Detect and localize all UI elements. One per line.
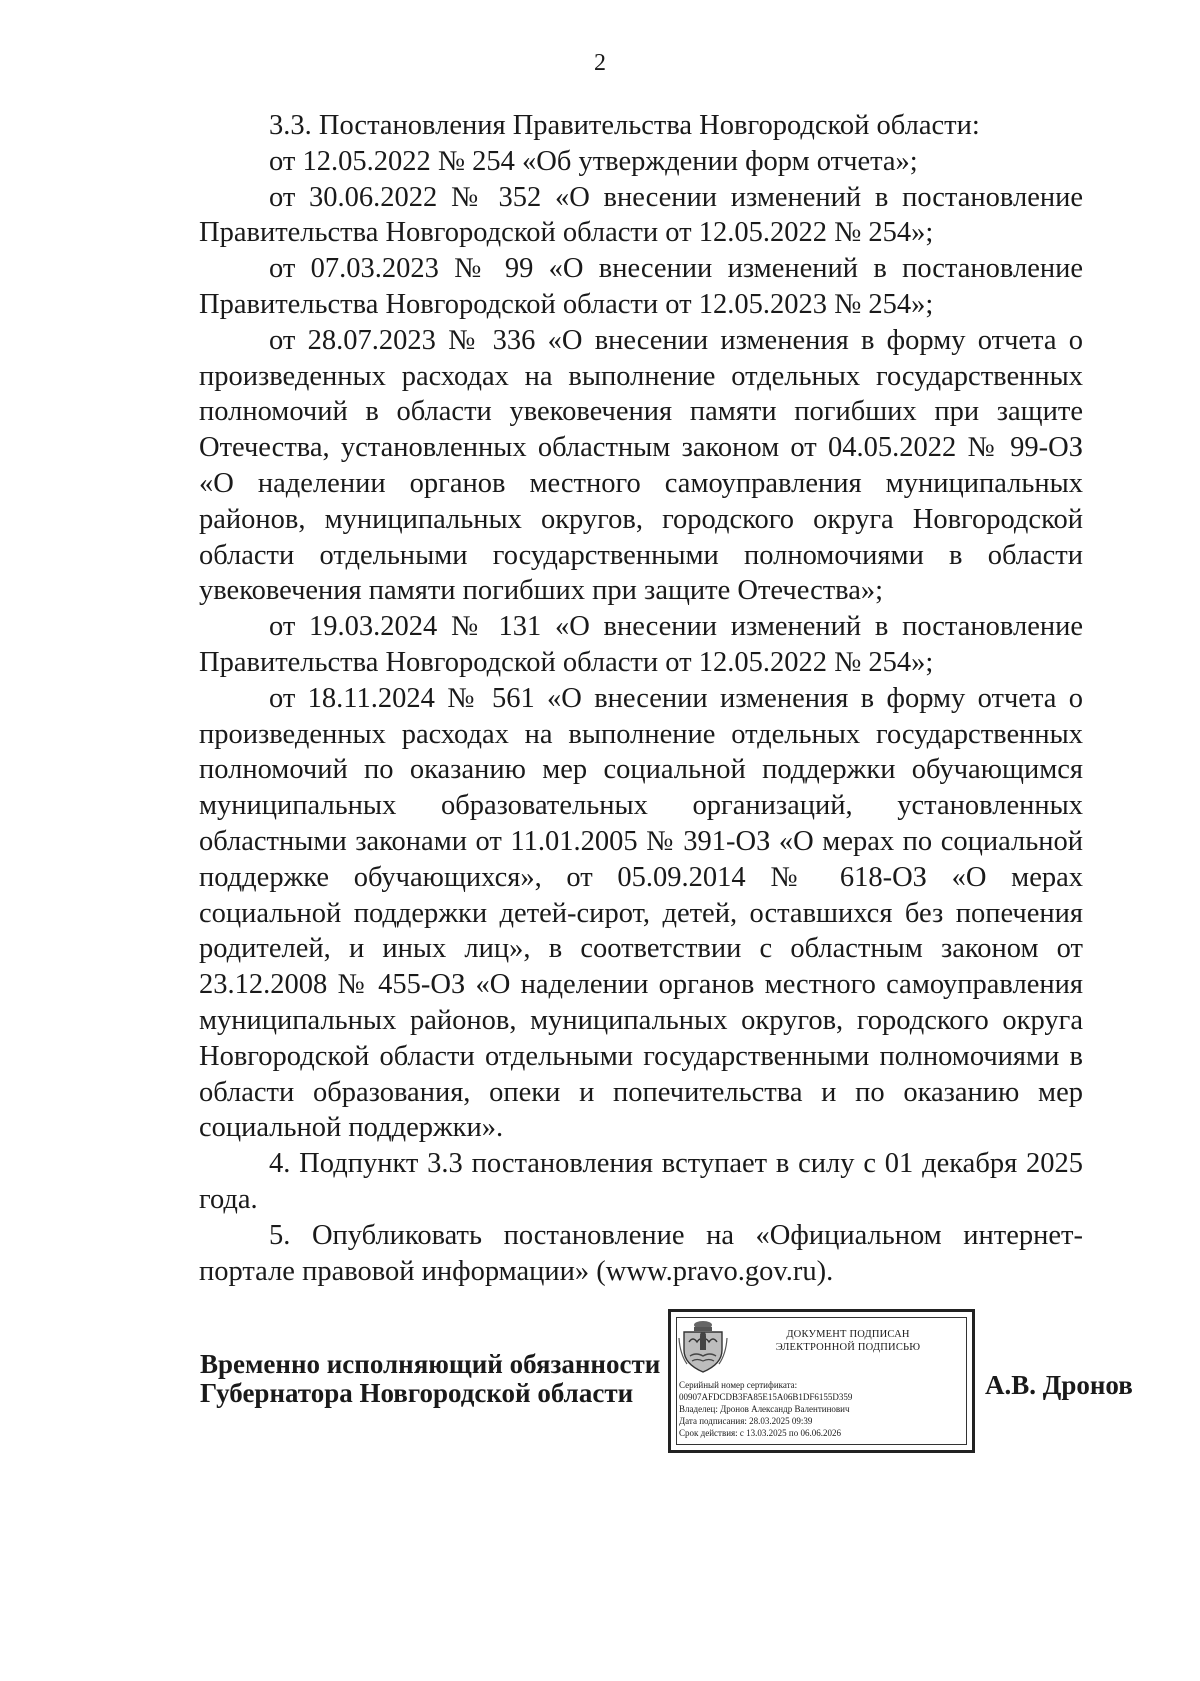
paragraph-3-3-heading: 3.3. Постановления Правительства Новгородской области: xyxy=(269,110,980,141)
signatory-title xyxy=(200,1350,660,1408)
paragraph-resolution-131: от 19.03.2024 № 131 «О внесении изменений в постановление Правительства Новгородской области от 12.05.2022 № 254»; xyxy=(199,611,1083,678)
paragraph-item-4: 4. Подпункт 3.3 постановления вступает в силу с 01 декабря 2025 года. xyxy=(199,1148,1083,1215)
stamp-serial-label: Серийный номер сертификата: xyxy=(679,1380,798,1390)
document-body xyxy=(199,108,1083,1289)
electronic-signature-stamp xyxy=(668,1309,975,1453)
page-number: 2 xyxy=(594,50,606,76)
stamp-owner: Владелец: Дронов Александр Валентинович xyxy=(679,1404,850,1414)
paragraph-resolution-254: от 12.05.2022 № 254 «Об утверждении форм отчета»; xyxy=(269,145,918,177)
stamp-details xyxy=(679,1379,966,1439)
paragraph-resolution-336: от 28.07.2023 № 336 «О внесении изменения в форму отчета о произведенных расходах на выполнение отдельных государственных полномочий в области увековечения памяти погибших при защите Отечества, установленных областным законом от 04.05.2022 № 99-ОЗ «О наделении органов местного самоуправления муниципальных районов, муниципальных округов, городского округа Новгородской области отдельными государственными полномочиями в области увековечения памяти погибших при защите Отечества»; xyxy=(199,324,1083,607)
stamp-signed-date: Дата подписания: 28.03.2025 09:39 xyxy=(679,1416,813,1426)
stamp-heading-line2: ЭЛЕКТРОННОЙ ПОДПИСЬЮ xyxy=(775,1342,921,1353)
signatory-title-line2: Губернатора Новгородской области xyxy=(200,1378,634,1408)
paragraph-resolution-561: от 18.11.2024 № 561 «О внесении изменения в форму отчета о произведенных расходах на выполнение отдельных государственных полномочий по оказанию мер социальной поддержки обучающимся муниципальных образовательных организаций, установленных областными законами от 11.01.2005 № 391-ОЗ «О мерах по социальной поддержке обучающихся», от 05.09.2014 № 618-ОЗ «О мерах социальной поддержки детей-сирот, детей, оставшихся без попечения родителей, и иных лиц», в соответствии с областным законом от 23.12.2008 № 455-ОЗ «О наделении органов местного самоуправления муниципальных районов, муниципальных округов, городского округа Новгородской области отдельными государственными полномочиями в области образования, опеки и попечительства и по оказанию мер социальной поддержки». xyxy=(199,682,1083,1144)
signatory-name: А.В. Дронов xyxy=(985,1370,1133,1400)
paragraph-resolution-99: от 07.03.2023 № 99 «О внесении изменений в постановление Правительства Новгородской области от 12.05.2023 № 254»; xyxy=(199,253,1083,320)
stamp-serial-value: 00907AFDCDB3FA85E15A06B1DF6155D359 xyxy=(679,1392,853,1402)
stamp-heading xyxy=(733,1328,963,1354)
stamp-heading-line1: ДОКУМЕНТ ПОДПИСАН xyxy=(786,1329,910,1340)
paragraph-item-5: 5. Опубликовать постановление на «Официальном интернет-портале правовой информации» (www.pravo.gov.ru). xyxy=(199,1219,1083,1287)
coat-of-arms-icon xyxy=(677,1318,729,1374)
stamp-validity: Срок действия: с 13.03.2025 по 06.06.2026 xyxy=(679,1428,841,1438)
paragraph-resolution-352: от 30.06.2022 № 352 «О внесении изменений в постановление Правительства Новгородской области от 12.05.2022 № 254»; xyxy=(199,181,1083,249)
signatory-title-line1: Временно исполняющий обязанности xyxy=(200,1349,661,1379)
